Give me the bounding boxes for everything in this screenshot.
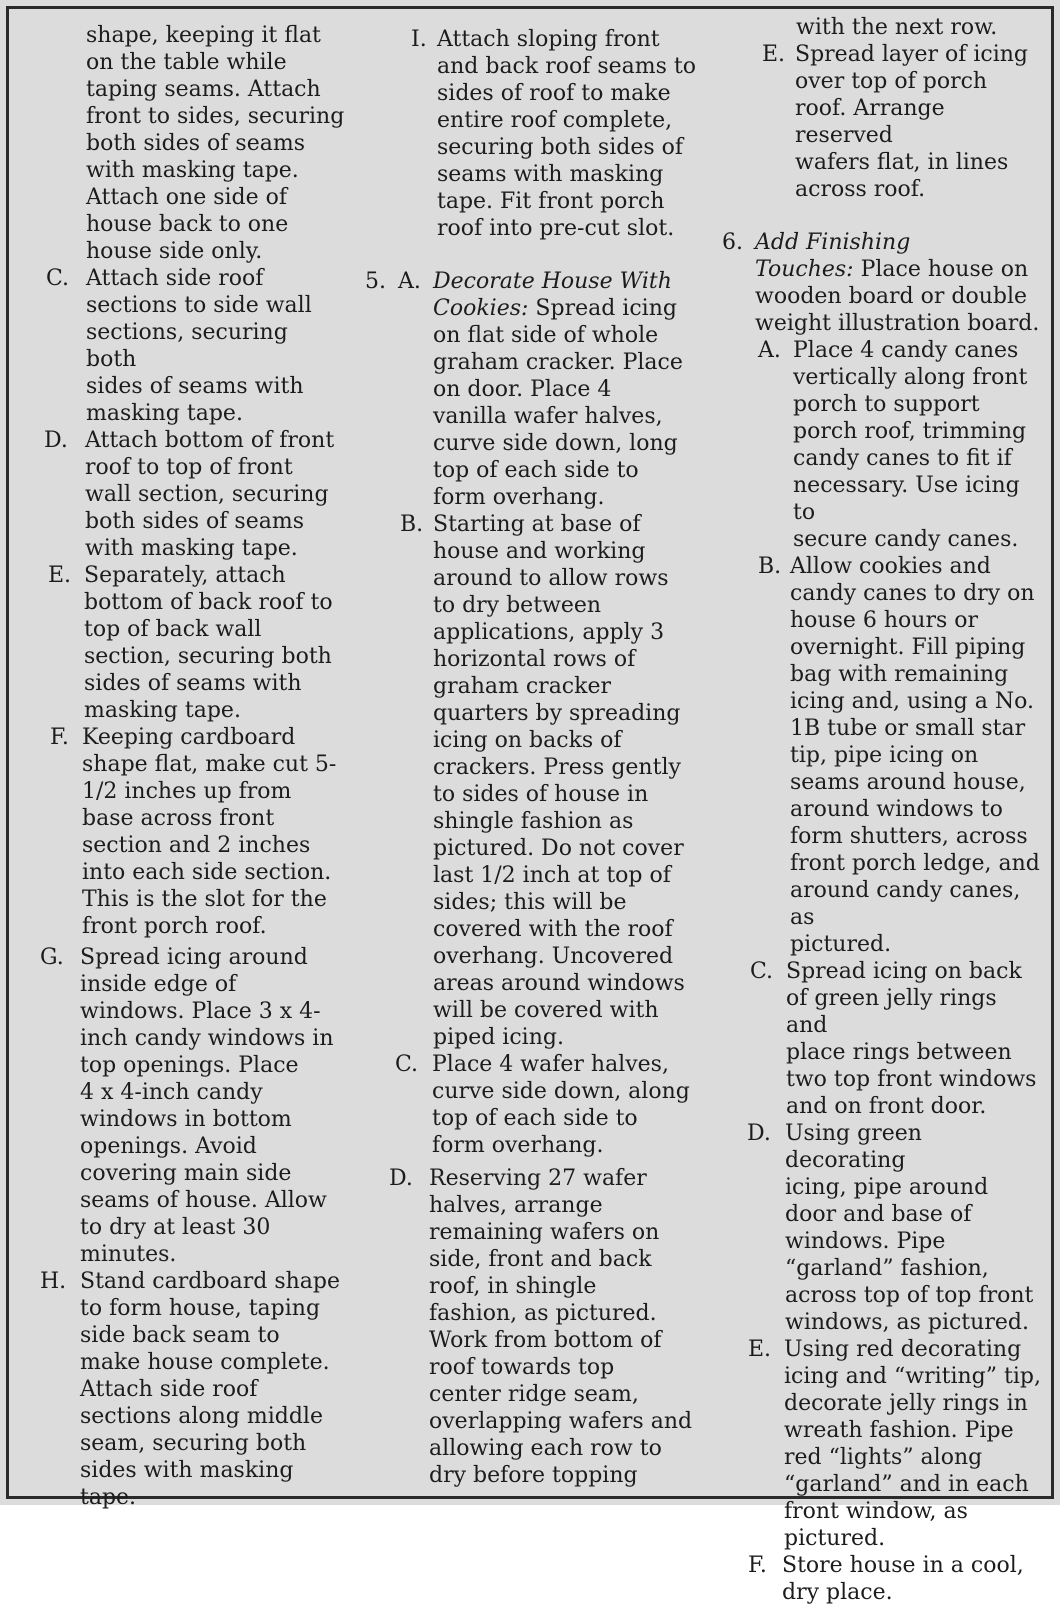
step-text: Using green decorating icing, pipe around door and base of windows. Pipe “garland” fashion, across top of top front windows, as pictured. (785, 1121, 1034, 1335)
step-text: shape, keeping it flat on the table while taping seams. Attach front to sides, securing both sides of seams with masking tape. Attach one side of house back to one house side only. (86, 23, 345, 264)
step-title-2: Touches: (755, 257, 854, 282)
step-text: with the next row. (796, 15, 998, 40)
step-i (365, 26, 700, 242)
continued-step-5d (718, 14, 1043, 41)
step-label: C. (46, 266, 70, 291)
step-text: Keeping cardboard shape flat, make cut 5- 1/2 inches up from base across front section and 2 inches into each side section. This is the slot for the front porch roof. (82, 725, 337, 939)
step-text: on flat side of whole graham cracker. Place on door. Place 4 vanilla wafer halves, curve side down, long top of each side to form overhang. (433, 323, 683, 510)
step-h (40, 1268, 345, 1511)
step-label: F. (748, 1553, 767, 1578)
column-2 (365, 26, 700, 1489)
step-label: I. (411, 27, 427, 52)
step-label: E. (748, 1337, 772, 1362)
step-6f (718, 1552, 1043, 1606)
step-text: Separately, attach bottom of back roof to top of back wall section, securing both sides of seams with masking tape. (84, 563, 333, 723)
step-title: Add Finishing (755, 230, 911, 255)
step-6c (718, 958, 1043, 1120)
step-e (40, 562, 345, 724)
step-6b (718, 553, 1043, 958)
step-5b (365, 511, 700, 1051)
step-6 (718, 229, 1043, 337)
step-label: D. (389, 1166, 413, 1191)
step-number: 5. (365, 269, 386, 294)
step-label: C. (395, 1052, 419, 1077)
step-title: Decorate House With Cookies: (433, 269, 672, 321)
step-text: Attach bottom of front roof to top of front wall section, securing both sides of seams with masking tape. (85, 428, 335, 561)
step-text-first: Spread icing (528, 296, 677, 321)
step-label: G. (40, 945, 64, 970)
step-text: Attach side roof sections to side wall sections, securing both sides of seams with masking tape. (86, 266, 312, 426)
step-text: Attach sloping front and back roof seams to sides of roof to make entire roof complete, securing both sides of seams with masking tape. Fit front porch roof into pre-cut slot. (437, 27, 697, 241)
step-5c (365, 1051, 700, 1159)
step-text: Using red decorating icing and “writing” tip, decorate jelly rings in wreath fashion. Pipe red “lights” along “garland” and in each front window, as pictured. (784, 1337, 1041, 1551)
step-text: Place 4 candy canes vertically along front porch to support porch roof, trimming candy canes to fit if necessary. Use icing to secure candy canes. (793, 338, 1028, 552)
step-text: Spread icing around inside edge of windows. Place 3 x 4- inch candy windows in top openings. Place 4 x 4-inch candy windows in bottom openings. Avoid covering main side seams of house. Allow to dry at least 30 minutes. (80, 945, 334, 1267)
step-label: H. (40, 1269, 67, 1294)
step-number: 6. (722, 230, 743, 255)
step-label: E. (762, 42, 786, 67)
step-label: D. (44, 428, 68, 453)
step-6e (718, 1336, 1043, 1552)
step-label: A. (398, 269, 421, 294)
continued-step-b (40, 22, 345, 265)
step-label: B. (758, 554, 782, 579)
step-c (40, 265, 345, 427)
step-text: Store house in a cool, dry place. (782, 1553, 1024, 1605)
step-text: Allow cookies and candy canes to dry on house 6 hours or overnight. Fill piping bag with remaining icing and, using a No. 1B tube or small star tip, pipe icing on seams around house, around windows to form shutters, across front porch ledge, and around candy canes, as pictured. (790, 554, 1040, 957)
step-d (40, 427, 345, 562)
step-text: Spread layer of icing over top of porch roof. Arrange reserved wafers flat, in lines across roof. (795, 42, 1029, 202)
step-6d (718, 1120, 1043, 1336)
column-3 (718, 15, 1043, 1606)
step-5a (365, 268, 700, 511)
step-label: F. (50, 725, 69, 750)
step-g (40, 944, 345, 1268)
step-5d (365, 1165, 700, 1489)
step-label: B. (400, 512, 424, 537)
step-text: Spread icing on back of green jelly rings and place rings between two top front windows and on front door. (786, 959, 1037, 1119)
step-text: Reserving 27 wafer halves, arrange remaining wafers on side, front and back roof, in shingle fashion, as pictured. Work from bottom of roof towards top center ridge seam, overlapping wafers and allowing each row to dry before topping (429, 1166, 693, 1488)
step-label: E. (48, 563, 72, 588)
step-text-first: Place house on (853, 257, 1029, 282)
step-text: Stand cardboard shape to form house, taping side back seam to make house complete. Attach side roof sections along middle seam, securing both sides with masking tape. (80, 1269, 341, 1510)
column-1 (40, 22, 345, 1511)
step-label: A. (758, 338, 781, 363)
step-f (40, 724, 345, 940)
step-text: Place 4 wafer halves, curve side down, along top of each side to form overhang. (432, 1052, 690, 1158)
step-label: C. (750, 959, 774, 984)
step-label: D. (747, 1121, 771, 1146)
step-5e (718, 41, 1043, 203)
step-text: Starting at base of house and working around to allow rows to dry between applications, apply 3 horizontal rows of graham cracker quarters by spreading icing on backs of crackers. Press gently to sides of house in shingle fashion as pictured. Do not cover last 1/2 inch at top of sides; this will be covered with the roof overhang. Uncovered areas around windows will be covered with piped icing. (433, 512, 685, 1050)
step-text: wooden board or double weight illustration board. (755, 284, 1040, 336)
step-6a (718, 337, 1043, 553)
